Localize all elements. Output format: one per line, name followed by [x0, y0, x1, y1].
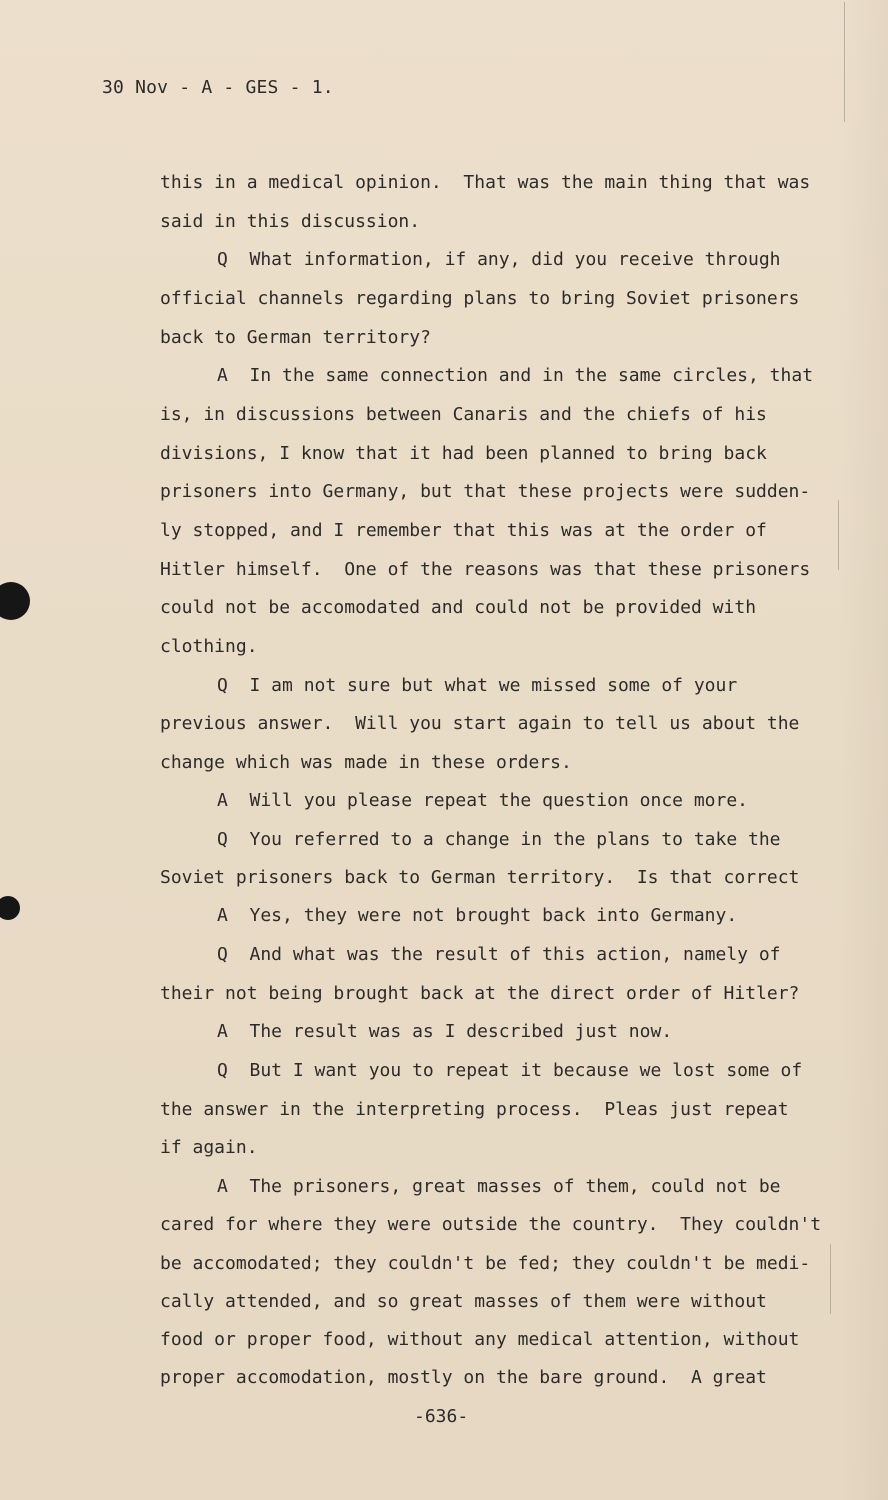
body-line-4: official channels regarding plans to bring Soviet prisoners — [160, 288, 800, 309]
paper-mark-right-middle — [838, 500, 839, 570]
body-line-6: A In the same connection and in the same circles, that — [217, 365, 814, 386]
document-header: 30 Nov - A - GES - 1. — [102, 77, 334, 98]
body-line-24: Q But I want you to repeat it because we lost some of — [217, 1060, 803, 1081]
body-line-18: Q You referred to a change in the plans to take the — [217, 829, 781, 850]
body-line-1: this in a medical opinion. That was the main thing that was — [160, 172, 811, 193]
body-line-19: Soviet prisoners back to German territory. Is that correct — [160, 867, 800, 888]
body-line-26: if again. — [160, 1137, 258, 1158]
body-line-7: is, in discussions between Canaris and the chiefs of his — [160, 404, 767, 425]
body-line-27: A The prisoners, great masses of them, could not be — [217, 1176, 781, 1197]
body-line-25: the answer in the interpreting process. Pleas just repeat — [160, 1099, 789, 1120]
binder-hole-lower — [0, 896, 20, 920]
paper-mark-right-top — [844, 2, 845, 122]
body-line-15: previous answer. Will you start again to tell us about the — [160, 713, 800, 734]
binder-hole-upper — [0, 582, 30, 620]
body-line-12: could not be accomodated and could not be provided with — [160, 597, 757, 618]
body-line-17: A Will you please repeat the question once more. — [217, 790, 749, 811]
body-line-31: food or proper food, without any medical attention, without — [160, 1329, 800, 1350]
body-line-9: prisoners into Germany, but that these projects were sudden- — [160, 481, 811, 502]
body-line-11: Hitler himself. One of the reasons was that these prisoners — [160, 559, 811, 580]
body-line-20: A Yes, they were not brought back into Germany. — [217, 905, 738, 926]
body-line-16: change which was made in these orders. — [160, 752, 572, 773]
body-line-32: proper accomodation, mostly on the bare ground. A great — [160, 1367, 767, 1388]
body-line-28: cared for where they were outside the country. They couldn't — [160, 1214, 822, 1235]
body-line-14: Q I am not sure but what we missed some of your — [217, 675, 738, 696]
body-line-23: A The result was as I described just now. — [217, 1021, 673, 1042]
body-line-29: be accomodated; they couldn't be fed; they couldn't be medi- — [160, 1253, 811, 1274]
body-line-5: back to German territory? — [160, 327, 431, 348]
body-line-10: ly stopped, and I remember that this was at the order of — [160, 520, 767, 541]
body-line-22: their not being brought back at the direct order of Hitler? — [160, 983, 800, 1004]
body-line-2: said in this discussion. — [160, 211, 421, 232]
page-number: -636- — [414, 1406, 469, 1427]
body-line-21: Q And what was the result of this action, namely of — [217, 944, 781, 965]
body-line-30: cally attended, and so great masses of them were without — [160, 1291, 767, 1312]
body-line-3: Q What information, if any, did you receive through — [217, 249, 781, 270]
paper-mark-right-lower — [830, 1244, 831, 1314]
body-line-13: clothing. — [160, 636, 258, 657]
body-line-8: divisions, I know that it had been planned to bring back — [160, 443, 767, 464]
